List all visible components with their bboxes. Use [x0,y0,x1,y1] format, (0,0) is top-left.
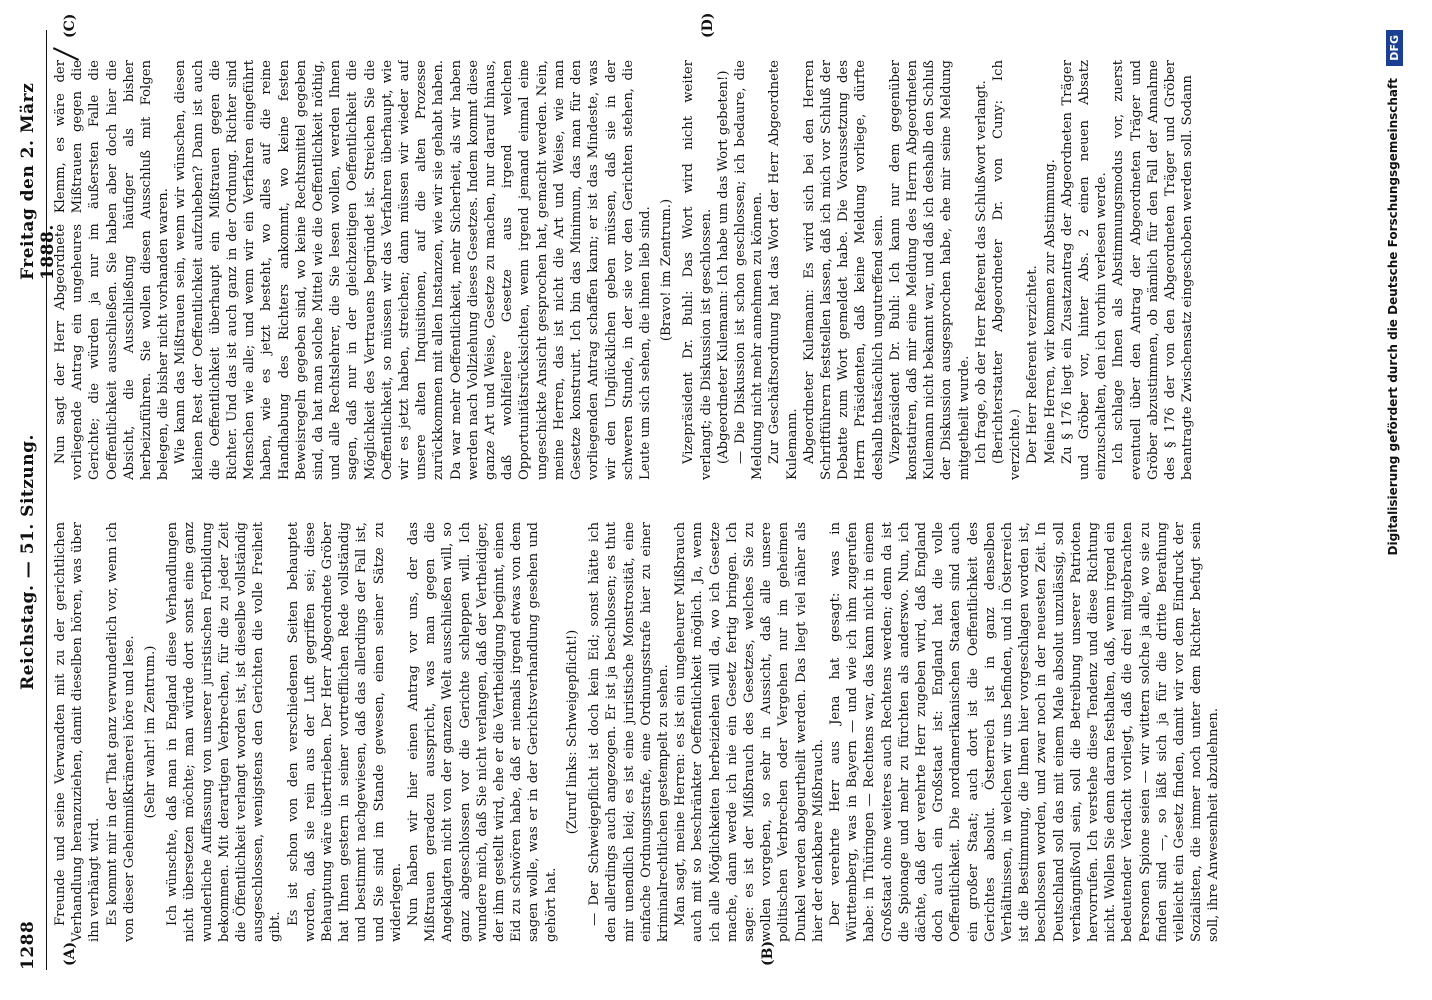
paragraph: Abgeordneter Kulemann: Es wird sich bei den Herren Schriftführern feststellen lassen, daß ich mich vor Schluß der Debatte zum Wort gemeldet habe. Die Voraussetzung des Herrn Präsidenten, daß keine Meldung vorliege, dürfte deshalb thatsächlich ungutreffend sein. [801,60,886,480]
interjection: (Sehr wahr! im Zentrum.) [143,645,159,819]
paragraph: — Der Schweigepflicht ist doch kein Eid; sonst hätte ich den allerdings auch angezogen. Er ist ja beschlossen; es thut mir unendlich leid; es ist eine juristische Monstrosität, eine einfache Ordnungsstrafe, eine Ordnungsstrafe hier zu einer kriminalrechtlichen gestempelt zu sehen. [587,522,671,942]
session-title: Reichstag. — 51. Sitzung. [18,434,38,690]
margin-marker-c: (C) [62,13,78,38]
paragraph: — Die Diskussion ist schon geschlossen; ich bedaure, die Meldung nicht mehr annehmen zu können. [732,60,766,480]
paragraph: Vizepräsident Dr. Buhl: Das Wort wird nicht weiter verlangt; die Diskussion ist geschlossen. [681,60,714,480]
header-rule [46,30,47,970]
paragraph: Der verehrte Herr aus Jena hat gesagt: was in Württemberg, was in Bayern — und wie ich ihm zugerufen habe: in Thüringen — Rechtens war, das kann nicht in einem Großstaat ohne weiteres auch Rechtens werden; denn da ist die Spionage und mehr zu fürchten als anderswo. Nun, ich dächte, daß der verehrte Herr zugeben wird, daß England doch auch ein Großstaat ist: England hat die volle Oeffentlichkeit. Die nordamerikanischen Staaten sind auch ein großer Staat; auch dort ist die Oeffentlichkeit des Gerichtes absolut. Österreich ist in ganz denselben Verhältnissen, in welchen wir uns befinden, und in Österreich ist die Bestimmung, die Ihnen hier vorgeschlagen worden ist, beschlossen worden, und zwar noch in der neuesten Zeit. In Deutschland soll das mit einem Male absolut unzulässig, soll verhängnißvoll sein, soll die Betreibung unserer Patrioten hervorrufen. Ich verstehe diese Tendenz und diese Richtung nicht. Wollen Sie denn daran festhalten, daß, wenn irgend ein bedeutender Verdacht vorliegt, daß die drei mitgebrachten Personen Spione seien — wir wittern solche ja alle, wo sie zu finden sind —, so läßt sich ja für die dritte Berathung vielleicht ein Gesetz finden, damit wir vor dem Eindruck der Sozialisten, die immer noch unter dem Richter befugt sein soll, ihre Anwesenheit abzulehnen. [827,522,1222,942]
margin-marker-b: (B) [760,940,776,966]
dfg-logo: DFG [1386,30,1403,66]
paragraph: Meine Herren, wir kommen zur Abstimmung. [1042,159,1058,464]
left-column [52,522,1414,942]
credit-text: Digitalisierung gefördert durch die Deutsche Forschungsgemeinschaft [1386,78,1400,556]
paragraph: (Berichterstatter Abgeordneter Dr. von Cuny: Ich verzichte.) [990,60,1024,480]
page-header [18,30,58,970]
paragraph: Ich frage, ob der Herr Referent das Schlußwort verlangt. [973,80,989,464]
paragraph: Vizepräsident Dr. Buhl: Ich kann nur dem gegenüber konstatiren, daß mir eine Meldung des Herrn Abgeordneten Kulemann nicht bekannt war, und daß ich deshalb den Schluß der Diskussion ausgesprochen habe, ehe mir seine Meldung mitgetheilt wurde. [887,60,972,480]
paragraph: Zur Geschäftsordnung hat das Wort der Herr Abgeordnete Kulemann. [767,60,800,480]
paragraph: Ich wünschte, daß man in England diese Verhandlungen nicht übersetzen möchte; man würde dort sonst eine ganz wunderliche Auffassung von unserer juristischen Fortbildung bekommen. Mit derartigen Verbrechen, für die zu jeder Zeit die Öffentlichkeit verlangt worden ist, ist dieselbe vollständig ausgeschlossen, wenigstens den Gerichten die volle Freiheit gibt. [165,522,284,942]
paragraph: Es kommt mir in der That ganz verwunderlich vor, wenn ich von dieser Geheimnißkrämerei höre und lese. [104,522,137,942]
paragraph: Man sagt, meine Herren: es ist ein ungeheurer Mißbrauch auch mit so beschränkter Oeffentlichkeit möglich. Ja, wenn ich alle Möglichkeiten herbeiziehen will da, wo ich Gesetze mache, dann werde ich nie ein Gesetz fertig bringen. Ich sage: es ist der Mißbrauch des Gesetzes, welches Sie zu wollen vorgeben, so sehr in Aussicht, daß alle unsere politischen Verbrechen oder Vergehen nur im geheimen Dunkel werden abgeurtheilt werden. Das liegt viel näher als hier der denkbare Mißbrauch. [673,522,826,942]
paragraph: Es ist schon von den verschiedenen Seiten behauptet worden, daß sie rein aus der Luft gegriffen sei; diese Behauptung wäre übertrieben. Der Herr Abgeordnete Gröber hat Ihnen gestern in seiner vortrefflichen Rede vollständig und bestimmt nachgewiesen, daß das allerdings der Fall ist, und Sie sind im Stande gewesen, einen seiner Sätze zu widerlegen. [285,522,404,942]
paragraph: Wie kann das Mißtrauen sein, wenn wir wünschen, diesen kleinen Rest der Oeffentlichkeit aufzuheben? Dann ist auch die Oeffentlichkeit überhaupt ein Mißtrauen gegen die Richter. Und das ist auch ganz in der Ordnung. Richter sind Menschen wie alle; und wenn wir ein Verfahren eingeführt haben, wie es jetzt besteht, wo alles auf die reine Handhabung des Richters ankommt, wo keine festen Beweisregeln gegeben sind, wo keine Rechtsmittel gegeben sind, da hat man solche Mittel wie die Oeffentlichkeit nöthig, und alle Rechtslehrer, die Sie lesen wollen, werden Ihnen sagen, daß nur in der gleichzeitigen Oeffentlichkeit die Möglichkeit des Vertrauens begründet ist. Streichen Sie die Oeffentlichkeit, so müssen wir das Verfahren überhaupt, wie wir es jetzt haben, streichen; dann müssen wir wieder auf unsere alten Inquisitionen, auf die alten Prozesse zurückkommen mit allen Instanzen, wie wir sie gehabt haben. Da war mehr Oeffentlichkeit, mehr Sicherheit, als wir haben werden nach Vollziehung dieses Gesetzes. Indem kommt diese ganze Art und Weise, Gesetze zu machen, nur darauf hinaus, daß wohlfeilere Gesetze aus irgend welchen Opportunitätsrücksichten, wenn irgend jemand einmal eine ungeschickte Ansicht gesprochen hat, gemacht werden. Nein, meine Herren, das ist nicht die Art und Weise, wie man Gesetze konstruirt. Ich bin das Minimum, das man für den vorliegenden Antrag schaffen kann; er ist das Mindeste, was wir den Unglücklichen geben müssen, daß sie in der schweren Stunde, in der sie vor den Gerichten stehen, die Leute um sich sehen, die ihnen lieb sind. [173,60,653,480]
interjection: (Bravo! im Zentrum.) [659,198,675,342]
paragraph: Nun haben wir hier einen Antrag vor uns, der das Mißtrauen geradezu ausspricht, was man gegen die Angeklagten nicht von der ganzen Welt ausschließen will, so ganz abgeschlossen vor die Gerichte schleppen will. Ich wundere mich, daß Sie nicht verlangen, daß der Vertheidiger, der ihm gestellt wird, ehe er die Vertheidigung beginnt, einen Eid zu schwören habe, daß er niemals irgend etwas von dem sagen wolle, was er in der Gerichtsverhandlung gesehen und gehört hat. [406,522,559,942]
paragraph: Ich schlage Ihnen als Abstimmungsmodus vor, zuerst eventuell über den Antrag der Abgeordneten Träger und Gröber abzustimmen, ob nämlich für den Fall der Annahme des § 176 der von den Abgeordneten Träger und Gröber beantragte Zwischensatz eingeschoben werden soll. Sodann [1111,60,1196,480]
paragraph: Der Herr Referent verzichtet. [1025,265,1041,464]
margin-marker-d: (D) [700,12,716,38]
paragraph: Nun sagt der Herr Abgeordnete Klemm, es wäre der vorliegende Antrag ein ungeheures Mißtrauen gegen die Gerichte; die würden ja nur im äußersten Falle die Oeffentlichkeit ausschließen. Sie haben aber doch hier die Absicht, die Ausschließung häufiger als bisher herbeizuführen. Sie wollen diesen Ausschluß mit Folgen belegen, die bisher nicht vorhanden waren. [53,60,172,480]
digitization-credit [1380,0,1420,1000]
session-date: Freitag den 2. März 1888. [18,82,58,280]
right-column [52,60,1414,480]
interjection: (Zuruf links: Schweigepflicht!) [564,629,580,835]
paragraph: (Abgeordneter Kulemann: Ich habe um das Wort gebeten!) [715,70,731,464]
paragraph: Zu § 176 liegt ein Zusatzantrag der Abgeordneten Träger und Gröber vor, hinter Abs. 2 einen neuen Absatz einzuschalten, den ich vorhin verlesen werde. [1059,60,1110,480]
page-number: 1288 [18,920,38,970]
margin-marker-a: (A) [62,941,78,966]
paragraph: Freunde und seine Verwandten mit zu der gerichtlichen Verhandlung heranzuziehen, damit dieselben hören, was über ihn verhängt wird. [53,522,103,942]
